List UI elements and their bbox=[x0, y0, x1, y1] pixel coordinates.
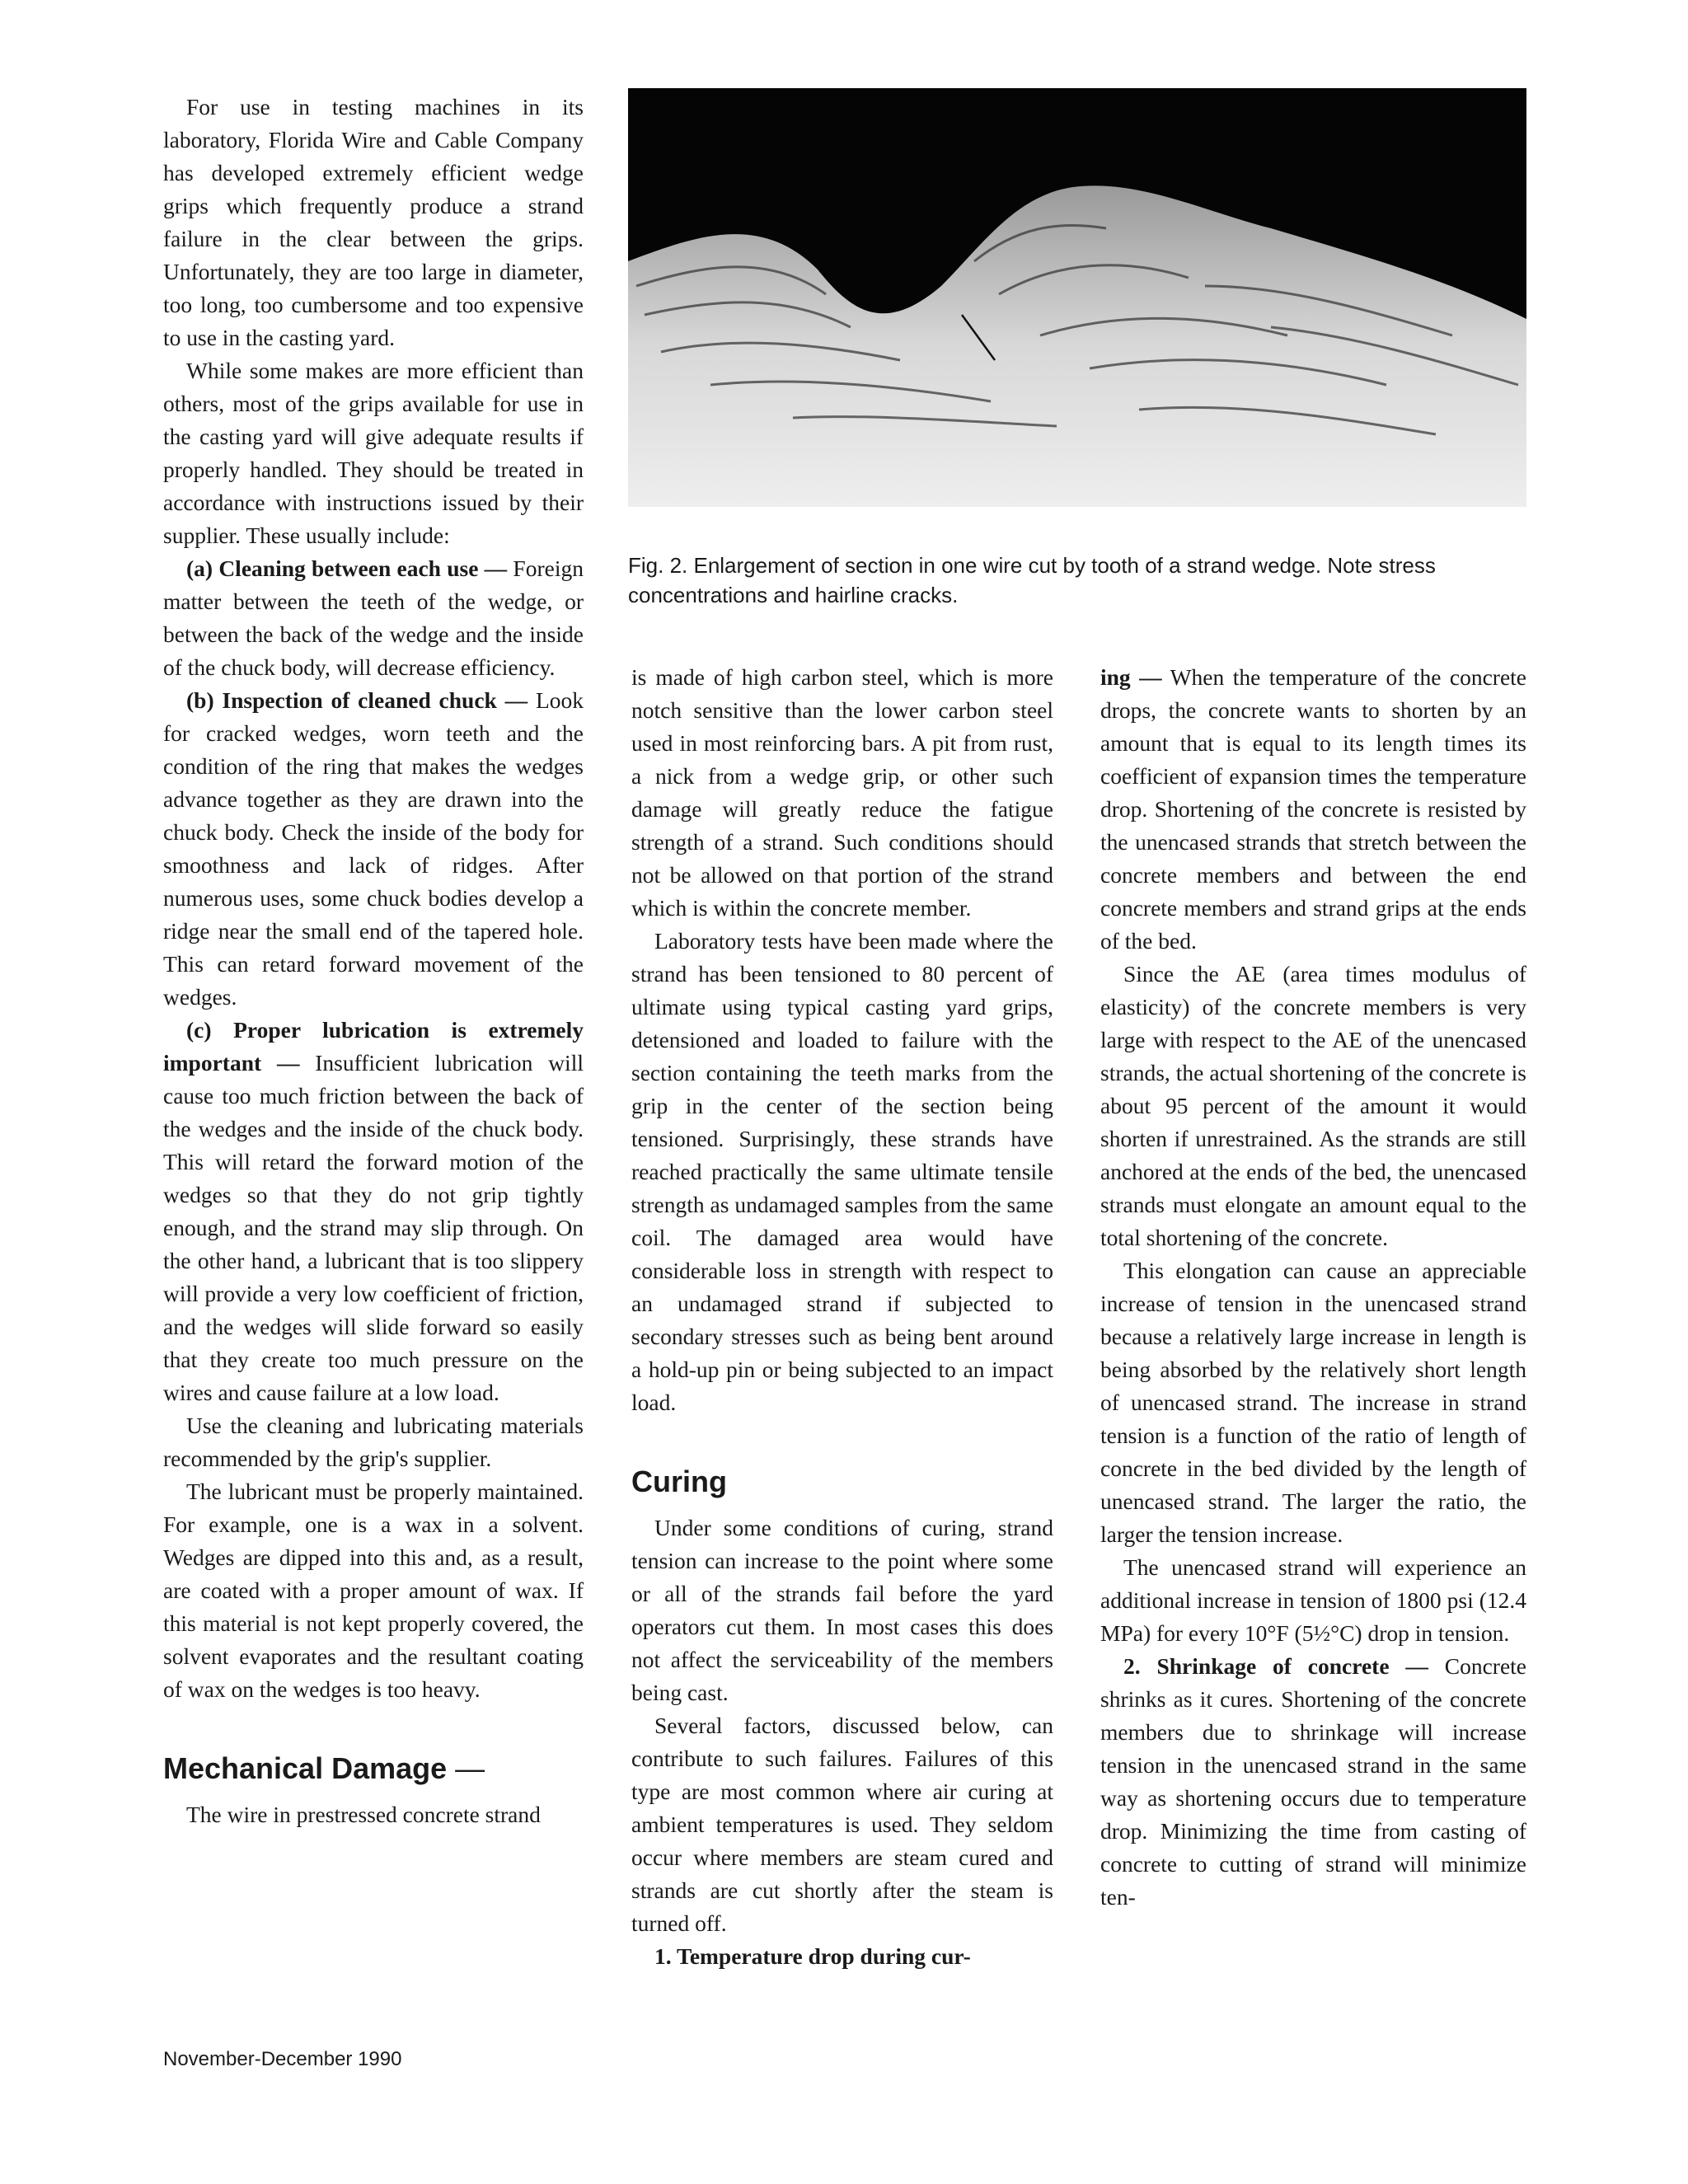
section-heading-curing: Curing bbox=[631, 1465, 727, 1498]
list-item-text: When the temperature of the concrete drops, the concrete wants to shorten by an amount that is equal to its length times its coefficient of expansion times the temperature drop. Shortening of the concrete is resisted by the unencased strands that stretch between the concrete members and between the end concrete members and strand grips at the ends of the bed. bbox=[1100, 664, 1527, 954]
middle-column bbox=[631, 661, 1053, 1973]
paragraph: Laboratory tests have been made where the strand has been tensioned to 80 percent of ultimate using typical casting yard grips, detensioned and loaded to failure with the section containing the teeth marks from the grip in the center of the section being tensioned. Surprisingly, these strands have reached practically the same ultimate tensile strength as undamaged samples from the same coil. The damaged area would have considerable loss in strength with respect to an undamaged strand if subjected to secondary stresses such as being bent around a hold-up pin or being subjected to an impact load. bbox=[631, 928, 1053, 1415]
heading-dash: — bbox=[455, 1751, 485, 1785]
paragraph: is made of high carbon steel, which is more notch sensitive than the lower carbon steel used in most reinforcing bars. A pit from rust, a nick from a wedge grip, or other such damage will greatly reduce the fatigue strength of a strand. Such conditions should not be allowed on that portion of the strand which is within the concrete member. bbox=[631, 664, 1053, 921]
paragraph: Under some conditions of curing, strand tension can increase to the point where some or all of the strands fail before the yard operators cut them. In most cases this does not affect the serviceability of the members being cast. bbox=[631, 1515, 1053, 1705]
list-item-2 bbox=[1100, 1650, 1526, 1914]
list-item-text: Concrete shrinks as it cures. Shortening of the concrete members due to shrinkage will increase tension in the unencased strand in the same way as shortening occurs due to temperature drop. Minimizing the time from casting of concrete to cutting of strand will minimize ten- bbox=[1100, 1653, 1526, 1910]
list-item-1-continued bbox=[1100, 661, 1526, 958]
paragraph: While some makes are more efficient than others, most of the grips available for use in the casting yard will give adequate results if properly handled. They should be treated in accordance with instructions issued by their supplier. These usually include: bbox=[163, 358, 584, 548]
micrograph-image bbox=[628, 88, 1526, 507]
paragraph: The wire in prestressed concrete strand bbox=[186, 1802, 541, 1827]
left-column bbox=[163, 91, 584, 1831]
paragraph: Use the cleaning and lubricating materials recommended by the grip's supplier. bbox=[163, 1413, 584, 1471]
paragraph: Since the AE (area times modulus of elasticity) of the concrete members is very large with respect to the AE of the unencased strands, the actual shortening of the concrete is about 95 percent of the amount it would shorten if unrestrained. As the strands are still anchored at the ends of the bed, the unencased strands must elongate an amount equal to the total shortening of the concrete. bbox=[1100, 961, 1526, 1250]
list-item-text: Look for cracked wedges, worn teeth and the condition of the ring that makes the wedges advance together as they are drawn into the chuck body. Check the inside of the body for smoothness and lack of ridges. After numerous uses, some chuck bodies develop a ridge near the small end of the tapered hole. This can retard forward movement of the wedges. bbox=[163, 687, 584, 1010]
paragraph: The unencased strand will experience an additional increase in tension of 1800 psi (12.4 MPa) for every 10°F (5½°C) drop in tension. bbox=[1100, 1554, 1526, 1646]
list-item-b bbox=[163, 684, 584, 1014]
list-item-label: (c) Proper lubrication is extremely important — bbox=[163, 1017, 584, 1076]
paragraph: For use in testing machines in its laboratory, Florida Wire and Cable Company has developed extremely efficient wedge grips which frequently produce a strand failure in the clear between the grips. Unfortunately, they are too large in diameter, too long, too cumbersome and too expensive to use in the casting yard. bbox=[163, 94, 584, 350]
list-item-label: 1. Temperature drop during cur- bbox=[654, 1943, 971, 1969]
list-item-c bbox=[163, 1014, 584, 1409]
micrograph-figure bbox=[628, 88, 1526, 507]
paragraph: The lubricant must be properly maintained. For example, one is a wax in a solvent. Wedges are dipped into this and, as a result, are coated with a proper amount of wax. If this material is not kept properly covered, the solvent evaporates and the resultant coating of wax on the wedges is too heavy. bbox=[163, 1479, 584, 1702]
list-item-1 bbox=[631, 1940, 1053, 1973]
list-item-label: 2. Shrinkage of concrete — bbox=[1123, 1653, 1428, 1679]
paragraph: This elongation can cause an appreciable increase of tension in the unencased strand because a relatively large increase in length is being absorbed by the relatively short length of unencased strand. The increase in strand tension is a function of the ratio of length of concrete in the bed divided by the length of unencased strand. The larger the ratio, the larger the tension increase. bbox=[1100, 1258, 1526, 1547]
issue-date-footer: November-December 1990 bbox=[163, 2048, 402, 2070]
list-item-label: (b) Inspection of cleaned chuck — bbox=[186, 687, 528, 713]
paragraph: Several factors, discussed below, can contribute to such failures. Failures of this type are most common where air curing at ambient temperatures is used. They seldom occur where members are steam cured and strands are cut shortly after the steam is turned off. bbox=[631, 1713, 1053, 1936]
list-item-label: ing — bbox=[1100, 664, 1162, 690]
section-heading-mechanical-damage bbox=[163, 1749, 584, 1788]
list-item-a bbox=[163, 552, 584, 684]
list-item-text: Foreign matter between the teeth of the wedge, or between the back of the wedge and the inside of the chuck body, will decrease efficiency. bbox=[163, 555, 584, 680]
right-column bbox=[1100, 661, 1526, 1914]
list-item-label: (a) Cleaning between each use — bbox=[186, 555, 508, 581]
figure-caption: Fig. 2. Enlargement of section in one wire cut by tooth of a strand wedge. Note stress concentrations and hairline cracks. bbox=[628, 553, 1436, 607]
list-item-text: Insufficient lubrication will cause too much friction between the back of the wedges and the inside of the chuck body. This will retard the forward motion of the wedges so that they do not grip tightly enough, and the strand may slip through. On the other hand, a lubricant that is too slippery will provide a very low coefficient of friction, and the wedges will slide forward so easily that they create too much pressure on the wires and cause failure at a low load. bbox=[163, 1050, 584, 1405]
heading-text: Mechanical Damage bbox=[163, 1751, 448, 1785]
